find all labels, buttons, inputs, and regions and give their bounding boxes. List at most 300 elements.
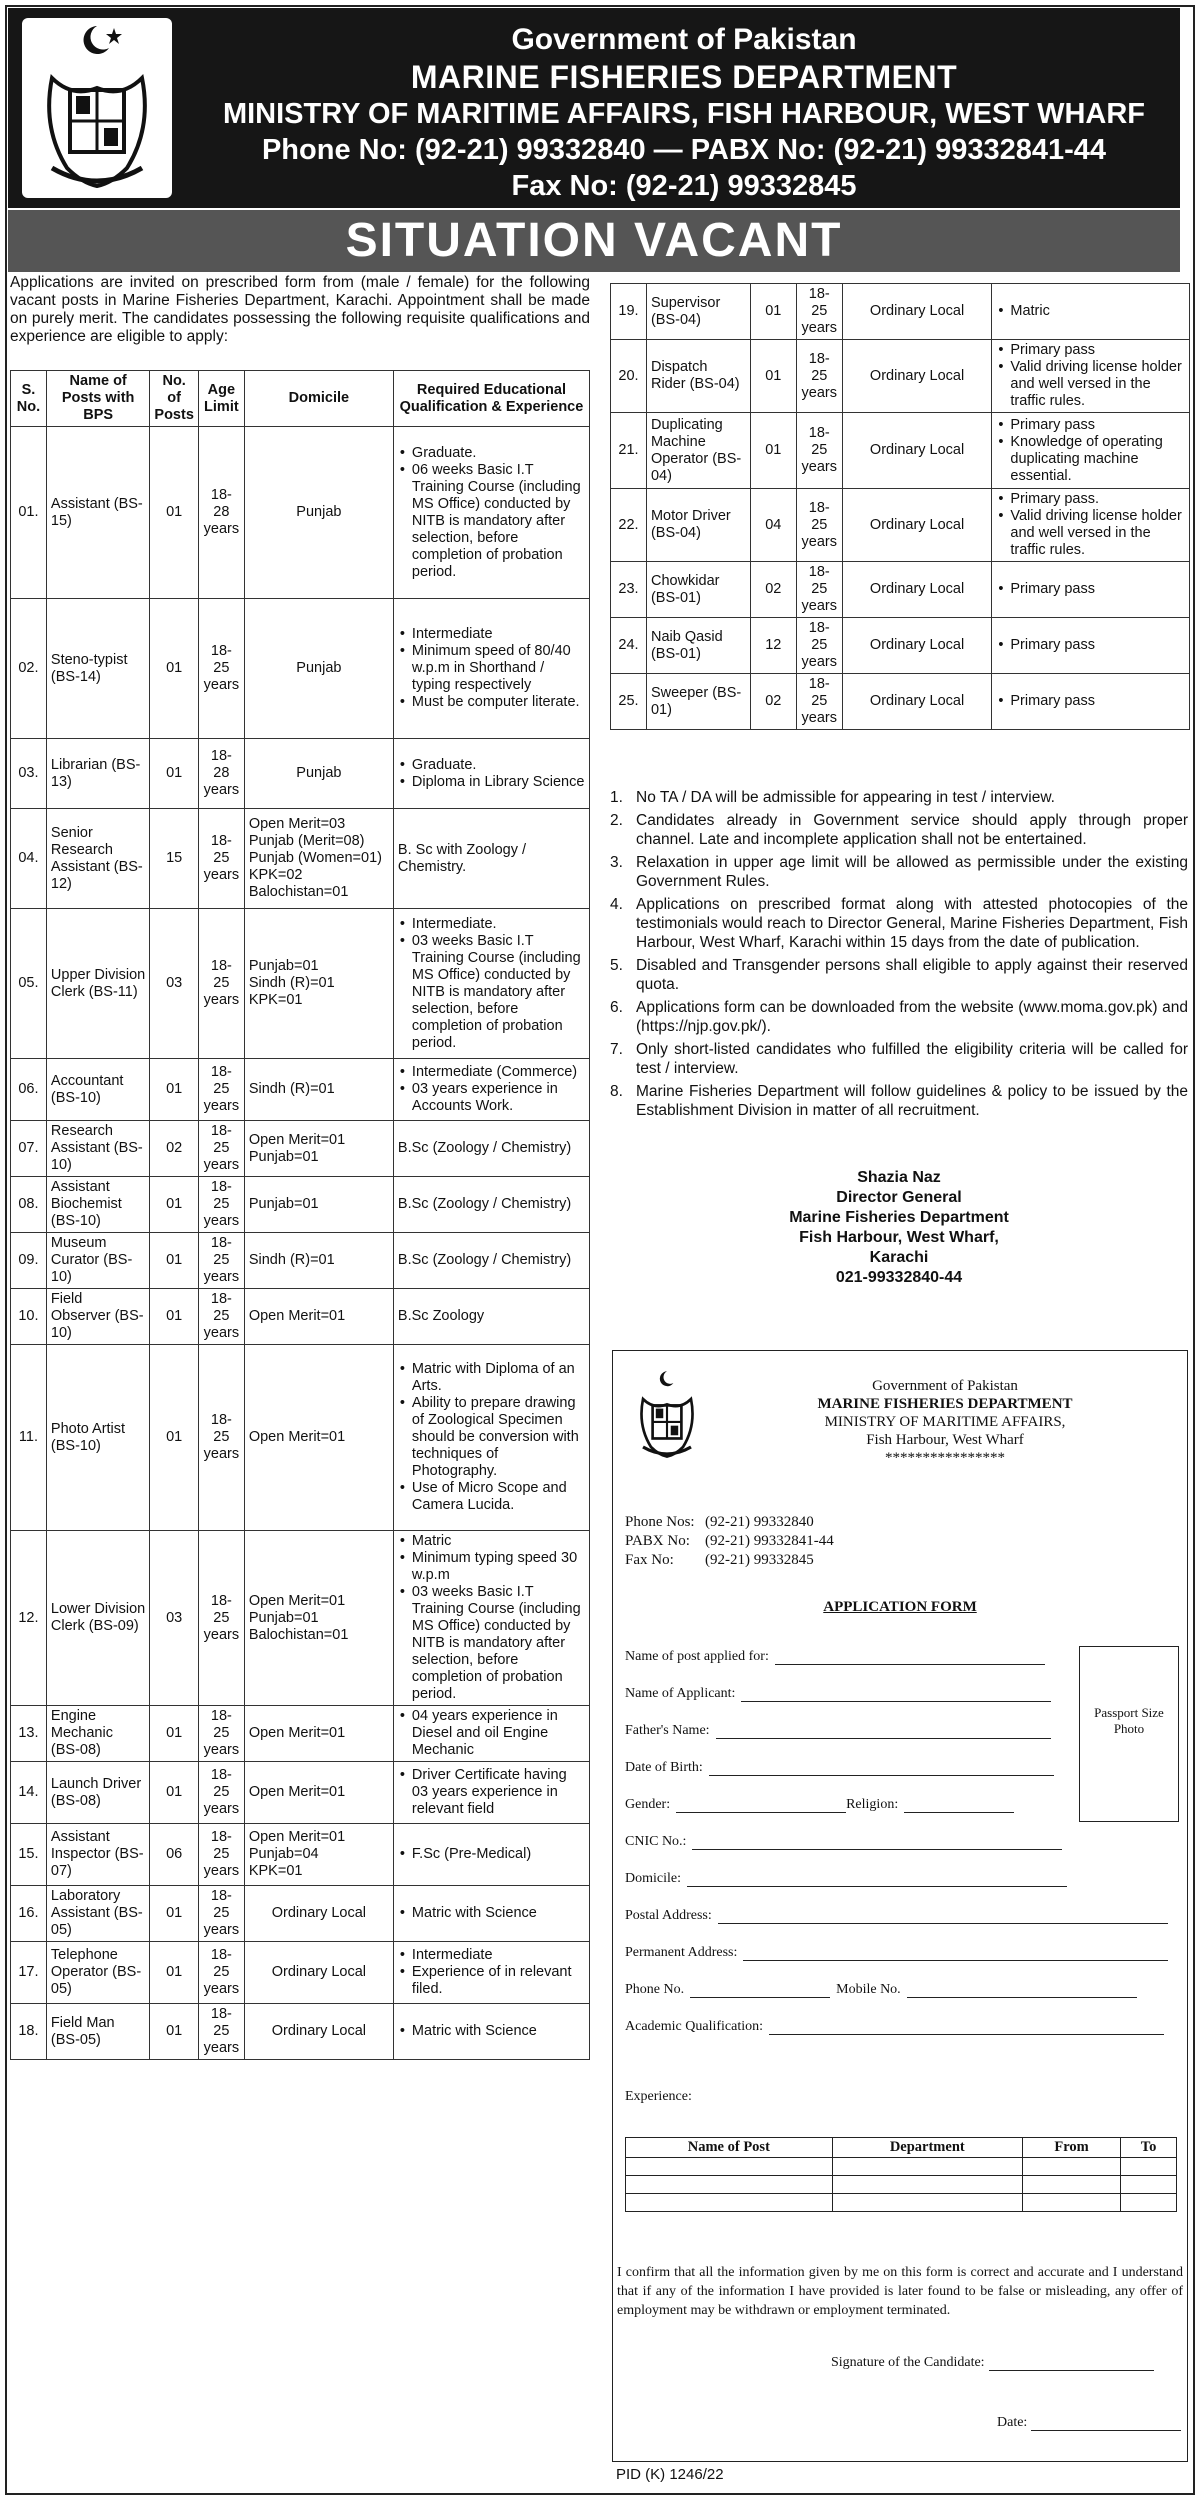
qualification-item: • Primary pass [996, 693, 1185, 710]
field-domicile[interactable] [625, 1871, 1067, 1887]
row-post-name: Chowkidar (BS-01) [646, 562, 750, 618]
note-item [610, 998, 1188, 1036]
field-gender-religion[interactable] [625, 1797, 1014, 1813]
form-pabx: (92-21) 99332841-44 [705, 1533, 834, 1549]
posts-table-left [10, 370, 590, 2060]
field-gender-label: Gender: [625, 1797, 671, 1812]
row-post-count: 01 [150, 427, 198, 599]
row-sno: 04. [11, 809, 47, 909]
form-heading [713, 1377, 1177, 1467]
table-header-row [11, 371, 590, 427]
form-gov: Government of Pakistan [872, 1378, 1018, 1394]
row-domicile: Ordinary Local [244, 1942, 393, 2004]
row-post-name: Field Man (BS-05) [46, 2004, 150, 2060]
row-age-limit: 18-28 years [198, 739, 244, 809]
row-post-name: Duplicating Machine Operator (BS-04) [646, 413, 750, 489]
row-age-limit: 18-25 years [796, 618, 842, 674]
qualification-list [398, 1947, 585, 1998]
table-row [11, 809, 590, 909]
row-sno: 17. [11, 1942, 47, 2004]
row-post-count: 01 [150, 2004, 198, 2060]
table-row [611, 618, 1190, 674]
qualification-item: • Diploma in Library Science [398, 774, 585, 791]
row-post-name: Assistant Biochemist (BS-10) [46, 1177, 150, 1233]
table-row [11, 427, 590, 599]
table-row [11, 1942, 590, 2004]
note-text: Marine Fisheries Department will follow guidelines & policy to be issued by the Establishment Division in matter of all recruitment. [636, 1083, 1188, 1119]
note-text: Applications form can be downloaded from the website (www.moma.gov.pk) and (https://njp.gov.pk/). [636, 999, 1188, 1035]
row-post-name: Librarian (BS-13) [46, 739, 150, 809]
row-domicile: Ordinary Local [842, 618, 992, 674]
row-post-count: 01 [150, 1706, 198, 1762]
table-row [11, 739, 590, 809]
signatory-title: Director General [836, 1189, 962, 1206]
qualification-item: • Valid driving license holder and well versed in the traffic rules. [996, 508, 1185, 559]
note-item [610, 788, 1188, 807]
qualification-item: • F.Sc (Pre-Medical) [398, 1846, 585, 1863]
row-age-limit: 18-25 years [198, 1059, 244, 1121]
application-form-title: APPLICATION FORM [823, 1599, 977, 1615]
qualification-item: • Minimum typing speed 30 w.p.m [398, 1550, 585, 1584]
qualification-item: • 03 weeks Basic I.T Training Course (including MS Office) conducted by NITB is mandatory after selection, before completion of probation period. [398, 1584, 585, 1703]
table-row [11, 1345, 590, 1531]
row-post-count: 01 [750, 413, 796, 489]
signature-field[interactable] [831, 2355, 1154, 2371]
row-post-name: Upper Division Clerk (BS-11) [46, 909, 150, 1059]
row-post-name: Supervisor (BS-04) [646, 284, 750, 340]
row-post-name: Museum Curator (BS-10) [46, 1233, 150, 1289]
row-post-count: 01 [150, 1177, 198, 1233]
row-domicile: Punjab=01 [244, 1177, 393, 1233]
qualification-item: • Experience of in relevant filed. [398, 1964, 585, 1998]
field-cnic[interactable] [625, 1834, 1062, 1850]
row-post-name: Launch Driver (BS-08) [46, 1762, 150, 1824]
row-post-count: 04 [750, 489, 796, 562]
field-post-label: Name of post applied for: [625, 1649, 769, 1664]
row-domicile: Open Merit=01 [244, 1345, 393, 1531]
table-row [11, 1886, 590, 1942]
row-domicile: Punjab [244, 739, 393, 809]
field-permanent[interactable] [625, 1945, 1168, 1961]
row-domicile: Open Merit=01 [244, 1289, 393, 1345]
row-domicile: Open Merit=03 Punjab (Merit=08) Punjab (Women=01) KPK=02 Balochistan=01 [244, 809, 393, 909]
row-qualification [393, 427, 589, 599]
confirmation-text: I confirm that all the information given by me on this form is correct and accurate and I understand that if any of the information I have provided is later found to be false or misleading, any offer of employment may be withdrawn or employment terminated. [617, 2265, 1183, 2318]
table-row [611, 340, 1190, 413]
field-domicile-label: Domicile: [625, 1871, 681, 1886]
row-post-name: Telephone Operator (BS-05) [46, 1942, 150, 2004]
qualification-list [996, 491, 1185, 559]
row-domicile: Open Merit=01 Punjab=01 [244, 1121, 393, 1177]
intro-paragraph: Applications are invited on prescribed form from (male / female) for the following vacant posts in Marine Fisheries Department, Karachi. Appointment shall be made on purely merit. The candidates possessing the following requisite qualifications and experience are eligible to apply: [10, 274, 590, 345]
field-dob[interactable] [625, 1760, 1054, 1776]
row-sno: 23. [611, 562, 647, 618]
qualification-list [398, 1767, 585, 1818]
row-qualification [992, 284, 1190, 340]
form-ministry: MINISTRY OF MARITIME AFFAIRS, [824, 1414, 1066, 1430]
table-row [11, 1706, 590, 1762]
row-post-name: Motor Driver (BS-04) [646, 489, 750, 562]
header-government: Government of Pakistan [511, 23, 857, 56]
note-item [610, 895, 1188, 952]
row-sno: 09. [11, 1233, 47, 1289]
qualification-item: • 06 weeks Basic I.T Training Course (including MS Office) conducted by NITB is mandatory after selection, before completion of probation period. [398, 462, 585, 581]
row-age-limit: 18-25 years [796, 489, 842, 562]
qualification-list [996, 417, 1185, 485]
row-post-count: 01 [150, 1289, 198, 1345]
field-father[interactable] [625, 1723, 1051, 1739]
experience-row[interactable] [626, 2176, 1177, 2194]
field-phone-mobile[interactable] [625, 1982, 1137, 1998]
row-post-count: 03 [150, 909, 198, 1059]
qualification-list [398, 626, 585, 711]
row-post-count: 01 [150, 599, 198, 739]
posts-table-right [610, 283, 1190, 730]
row-age-limit: 18-25 years [198, 909, 244, 1059]
row-sno: 05. [11, 909, 47, 1059]
note-item [610, 956, 1188, 994]
row-post-name: Engine Mechanic (BS-08) [46, 1706, 150, 1762]
qualification-list [398, 1905, 585, 1922]
row-qualification [393, 739, 589, 809]
date-field[interactable] [997, 2415, 1181, 2431]
qualification-item: • Use of Micro Scope and Camera Lucida. [398, 1480, 585, 1514]
qualification-item: • Matric [996, 303, 1185, 320]
row-post-name: Sweeper (BS-01) [646, 674, 750, 730]
exp-header-post: Name of Post [626, 2138, 833, 2158]
qualification-item: • Knowledge of operating duplicating machine essential. [996, 434, 1185, 485]
table-row [11, 1531, 590, 1706]
note-item [610, 853, 1188, 891]
row-qualification [393, 1942, 589, 2004]
row-post-name: Naib Qasid (BS-01) [646, 618, 750, 674]
qualification-item: • Intermediate (Commerce) [398, 1064, 585, 1081]
header-age: Age Limit [198, 371, 244, 427]
table-row [611, 284, 1190, 340]
field-postal-label: Postal Address: [625, 1908, 712, 1923]
row-post-count: 01 [150, 1345, 198, 1531]
pid-number: PID (K) 1246/22 [616, 2466, 724, 2483]
row-post-count: 12 [750, 618, 796, 674]
row-post-name: Assistant (BS-15) [46, 427, 150, 599]
row-age-limit: 18-25 years [796, 674, 842, 730]
field-cnic-label: CNIC No.: [625, 1834, 687, 1849]
row-sno: 11. [11, 1345, 47, 1531]
table-row [611, 674, 1190, 730]
qualification-list [398, 1361, 585, 1514]
form-phone-label: Phone Nos: [625, 1514, 695, 1530]
note-item [610, 1082, 1188, 1120]
row-post-name: Assistant Inspector (BS-07) [46, 1824, 150, 1886]
qualification-item: • Primary pass [996, 342, 1185, 359]
row-post-count: 01 [150, 1886, 198, 1942]
note-item [610, 811, 1188, 849]
row-post-name: Lower Division Clerk (BS-09) [46, 1531, 150, 1706]
note-number: 8. [610, 1083, 623, 1100]
row-age-limit: 18-25 years [198, 1289, 244, 1345]
row-qualification [393, 909, 589, 1059]
header-posts: No. of Posts [150, 371, 198, 427]
note-text: Disabled and Transgender persons shall eligible to apply against their reserved quota. [636, 957, 1188, 993]
qualification-item: • Primary pass. [996, 491, 1185, 508]
field-applicant[interactable] [625, 1686, 1051, 1702]
table-row [11, 2004, 590, 2060]
field-permanent-label: Permanent Address: [625, 1945, 738, 1960]
row-age-limit: 18-25 years [198, 1942, 244, 2004]
posts-right-body [611, 284, 1190, 730]
form-stars: **************** [885, 1450, 1005, 1466]
experience-header-row [626, 2138, 1177, 2158]
row-sno: 15. [11, 1824, 47, 1886]
note-text: No TA / DA will be admissible for appearing in test / interview. [636, 789, 1055, 806]
qualification-list [398, 1846, 585, 1863]
row-post-name: Field Observer (BS-10) [46, 1289, 150, 1345]
signature-label: Signature of the Candidate: [831, 2355, 985, 2370]
table-row [11, 909, 590, 1059]
row-age-limit: 18-25 years [198, 599, 244, 739]
row-domicile: Punjab [244, 427, 393, 599]
qualification-list [398, 2023, 585, 2040]
qualification-item: • Driver Certificate having 03 years experience in relevant field [398, 1767, 585, 1818]
qualification-list [996, 342, 1185, 410]
date-label: Date: [997, 2415, 1028, 2430]
row-post-name: Research Assistant (BS-10) [46, 1121, 150, 1177]
qualification-item: • Graduate. [398, 445, 585, 462]
form-phone: (92-21) 99332840 [705, 1514, 814, 1530]
application-form [612, 1350, 1188, 2462]
row-sno: 13. [11, 1706, 47, 1762]
header [8, 8, 1180, 208]
qualification-item: • Matric with Science [398, 2023, 585, 2040]
row-age-limit: 18-25 years [796, 284, 842, 340]
header-fax: Fax No: (92-21) 99332845 [511, 170, 857, 202]
row-post-count: 02 [150, 1121, 198, 1177]
row-qualification [393, 1824, 589, 1886]
row-post-name: Steno-typist (BS-14) [46, 599, 150, 739]
row-age-limit: 18-25 years [198, 1345, 244, 1531]
form-contact [625, 1513, 834, 1570]
note-number: 7. [610, 1041, 623, 1058]
state-emblem-small-icon [627, 1365, 707, 1465]
qualification-item: • 04 years experience in Diesel and oil Engine Mechanic [398, 1708, 585, 1759]
row-age-limit: 18-25 years [198, 1706, 244, 1762]
row-qualification [992, 674, 1190, 730]
row-domicile: Ordinary Local [244, 1886, 393, 1942]
row-post-count: 15 [150, 809, 198, 909]
qualification-item: • Graduate. [398, 757, 585, 774]
row-domicile: Ordinary Local [842, 284, 992, 340]
experience-row[interactable] [626, 2194, 1177, 2212]
note-number: 1. [610, 789, 623, 806]
note-number: 2. [610, 812, 623, 829]
qualification-list [398, 1064, 585, 1115]
row-sno: 19. [611, 284, 647, 340]
row-domicile: Ordinary Local [842, 340, 992, 413]
row-age-limit: 18-25 years [198, 809, 244, 909]
qualification-list [996, 581, 1185, 598]
signatory-addr2: Karachi [869, 1249, 929, 1266]
row-post-count: 01 [150, 1059, 198, 1121]
passport-photo-box[interactable]: Passport Size Photo [1079, 1646, 1179, 1822]
row-age-limit: 18-25 years [198, 1886, 244, 1942]
qualification-item: • Valid driving license holder and well versed in the traffic rules. [996, 359, 1185, 410]
qualification-item: • Matric [398, 1533, 585, 1550]
row-domicile: Sindh (R)=01 [244, 1233, 393, 1289]
table-row [11, 1177, 590, 1233]
row-qualification [393, 2004, 589, 2060]
row-domicile: Ordinary Local [244, 2004, 393, 2060]
row-post-count: 01 [150, 1762, 198, 1824]
row-sno: 08. [11, 1177, 47, 1233]
qualification-list [996, 303, 1185, 320]
row-domicile: Ordinary Local [842, 674, 992, 730]
qualification-list [398, 757, 585, 791]
table-row [11, 1059, 590, 1121]
row-qualification: B.Sc (Zoology / Chemistry) [393, 1177, 589, 1233]
row-qualification [393, 599, 589, 739]
row-sno: 10. [11, 1289, 47, 1345]
row-sno: 20. [611, 340, 647, 413]
row-sno: 02. [11, 599, 47, 739]
field-father-label: Father's Name: [625, 1723, 710, 1738]
experience-row[interactable] [626, 2158, 1177, 2176]
field-applicant-label: Name of Applicant: [625, 1686, 736, 1701]
qualification-list [398, 1533, 585, 1703]
row-sno: 12. [11, 1531, 47, 1706]
row-post-name: Senior Research Assistant (BS-12) [46, 809, 150, 909]
header-domicile: Domicile [244, 371, 393, 427]
row-sno: 22. [611, 489, 647, 562]
header-phone: Phone No: (92-21) 99332840 — PABX No: (92-21) 99332841-44 [261, 134, 1107, 166]
row-post-name: Dispatch Rider (BS-04) [646, 340, 750, 413]
table-row [11, 599, 590, 739]
qualification-item: • Minimum speed of 80/40 w.p.m in Shorthand / typing respectively [398, 643, 585, 694]
note-number: 4. [610, 896, 623, 913]
row-qualification: B.Sc Zoology [393, 1289, 589, 1345]
qualification-item: • Intermediate. [398, 916, 585, 933]
posts-left-body [11, 427, 590, 2060]
signatory-phone: 021-99332840-44 [835, 1269, 963, 1286]
row-qualification: B. Sc with Zoology / Chemistry. [393, 809, 589, 909]
note-number: 3. [610, 854, 623, 871]
field-experience-label: Experience: [625, 2089, 692, 2104]
row-domicile: Sindh (R)=01 [244, 1059, 393, 1121]
row-age-limit: 18-25 years [198, 1233, 244, 1289]
qualification-list [398, 1708, 585, 1759]
header-sno: S. No. [11, 371, 47, 427]
row-domicile: Open Merit=01 [244, 1706, 393, 1762]
field-postal[interactable] [625, 1908, 1168, 1924]
row-qualification [393, 1531, 589, 1706]
row-sno: 07. [11, 1121, 47, 1177]
table-row [611, 562, 1190, 618]
row-post-count: 01 [750, 340, 796, 413]
qualification-item: • Must be computer literate. [398, 694, 585, 711]
field-mobile-label: Mobile No. [836, 1982, 901, 1997]
table-row [11, 1762, 590, 1824]
row-post-count: 01 [150, 1942, 198, 2004]
row-domicile: Open Merit=01 [244, 1762, 393, 1824]
field-post[interactable] [625, 1649, 1045, 1665]
row-qualification [992, 340, 1190, 413]
row-domicile: Ordinary Local [842, 562, 992, 618]
row-domicile: Open Merit=01 Punjab=04 KPK=01 [244, 1824, 393, 1886]
qualification-item: • Primary pass [996, 417, 1185, 434]
row-post-name: Accountant (BS-10) [46, 1059, 150, 1121]
row-age-limit: 18-25 years [198, 1121, 244, 1177]
qualification-item: • Matric with Science [398, 1905, 585, 1922]
row-post-count: 01 [150, 1233, 198, 1289]
row-qualification: B.Sc (Zoology / Chemistry) [393, 1121, 589, 1177]
row-sno: 25. [611, 674, 647, 730]
note-text: Only short-listed candidates who fulfilled the eligibility criteria will be called for test / interview. [636, 1041, 1188, 1077]
row-age-limit: 18-25 years [198, 1762, 244, 1824]
row-sno: 18. [11, 2004, 47, 2060]
field-dob-label: Date of Birth: [625, 1760, 703, 1775]
qualification-item: • Ability to prepare drawing of Zoological Specimen should be conversion with techniques of Photography. [398, 1395, 585, 1480]
table-row [611, 489, 1190, 562]
row-age-limit: 18-25 years [796, 562, 842, 618]
row-post-count: 02 [750, 674, 796, 730]
row-age-limit: 18-25 years [796, 340, 842, 413]
row-age-limit: 18-25 years [198, 1177, 244, 1233]
row-sno: 03. [11, 739, 47, 809]
qualification-list [996, 693, 1185, 710]
table-row [11, 1824, 590, 1886]
row-post-name: Photo Artist (BS-10) [46, 1345, 150, 1531]
table-row [611, 413, 1190, 489]
qualification-item: • Intermediate [398, 1947, 585, 1964]
signatory-addr1: Fish Harbour, West Wharf, [799, 1229, 999, 1246]
row-sno: 01. [11, 427, 47, 599]
row-domicile: Ordinary Local [842, 413, 992, 489]
row-sno: 16. [11, 1886, 47, 1942]
table-row [11, 1233, 590, 1289]
row-qualification [992, 562, 1190, 618]
note-text: Candidates already in Government service should apply through proper channel. Late and incomplete application shall not be entertained. [636, 812, 1188, 848]
signatory-dept: Marine Fisheries Department [789, 1209, 1009, 1226]
row-qualification [393, 1345, 589, 1531]
qualification-item: • Primary pass [996, 581, 1185, 598]
row-post-count: 06 [150, 1824, 198, 1886]
form-fax-label: Fax No: [625, 1552, 674, 1568]
field-academic-label: Academic Qualification: [625, 2019, 763, 2034]
qualification-item: • Primary pass [996, 637, 1185, 654]
qualification-item: • Intermediate [398, 626, 585, 643]
field-experience [625, 2089, 692, 2105]
row-post-count: 02 [750, 562, 796, 618]
header-name: Name of Posts with BPS [46, 371, 150, 427]
row-age-limit: 18-28 years [198, 427, 244, 599]
note-number: 5. [610, 957, 623, 974]
state-emblem-icon [22, 18, 172, 198]
table-row [11, 1121, 590, 1177]
field-phone-label: Phone No. [625, 1982, 685, 1997]
row-post-count: 03 [150, 1531, 198, 1706]
row-age-limit: 18-25 years [198, 1824, 244, 1886]
exp-header-dept: Department [832, 2138, 1022, 2158]
qualification-item: • 03 weeks Basic I.T Training Course (including MS Office) conducted by NITB is mandatory after selection, before completion of probation period. [398, 933, 585, 1052]
experience-table [625, 2137, 1177, 2212]
qualification-list [398, 445, 585, 581]
situation-vacant-banner: SITUATION VACANT [8, 210, 1180, 272]
table-row [11, 1289, 590, 1345]
row-sno: 06. [11, 1059, 47, 1121]
field-academic[interactable] [625, 2019, 1164, 2035]
row-age-limit: 18-25 years [198, 1531, 244, 1706]
note-number: 6. [610, 999, 623, 1016]
row-post-count: 01 [750, 284, 796, 340]
